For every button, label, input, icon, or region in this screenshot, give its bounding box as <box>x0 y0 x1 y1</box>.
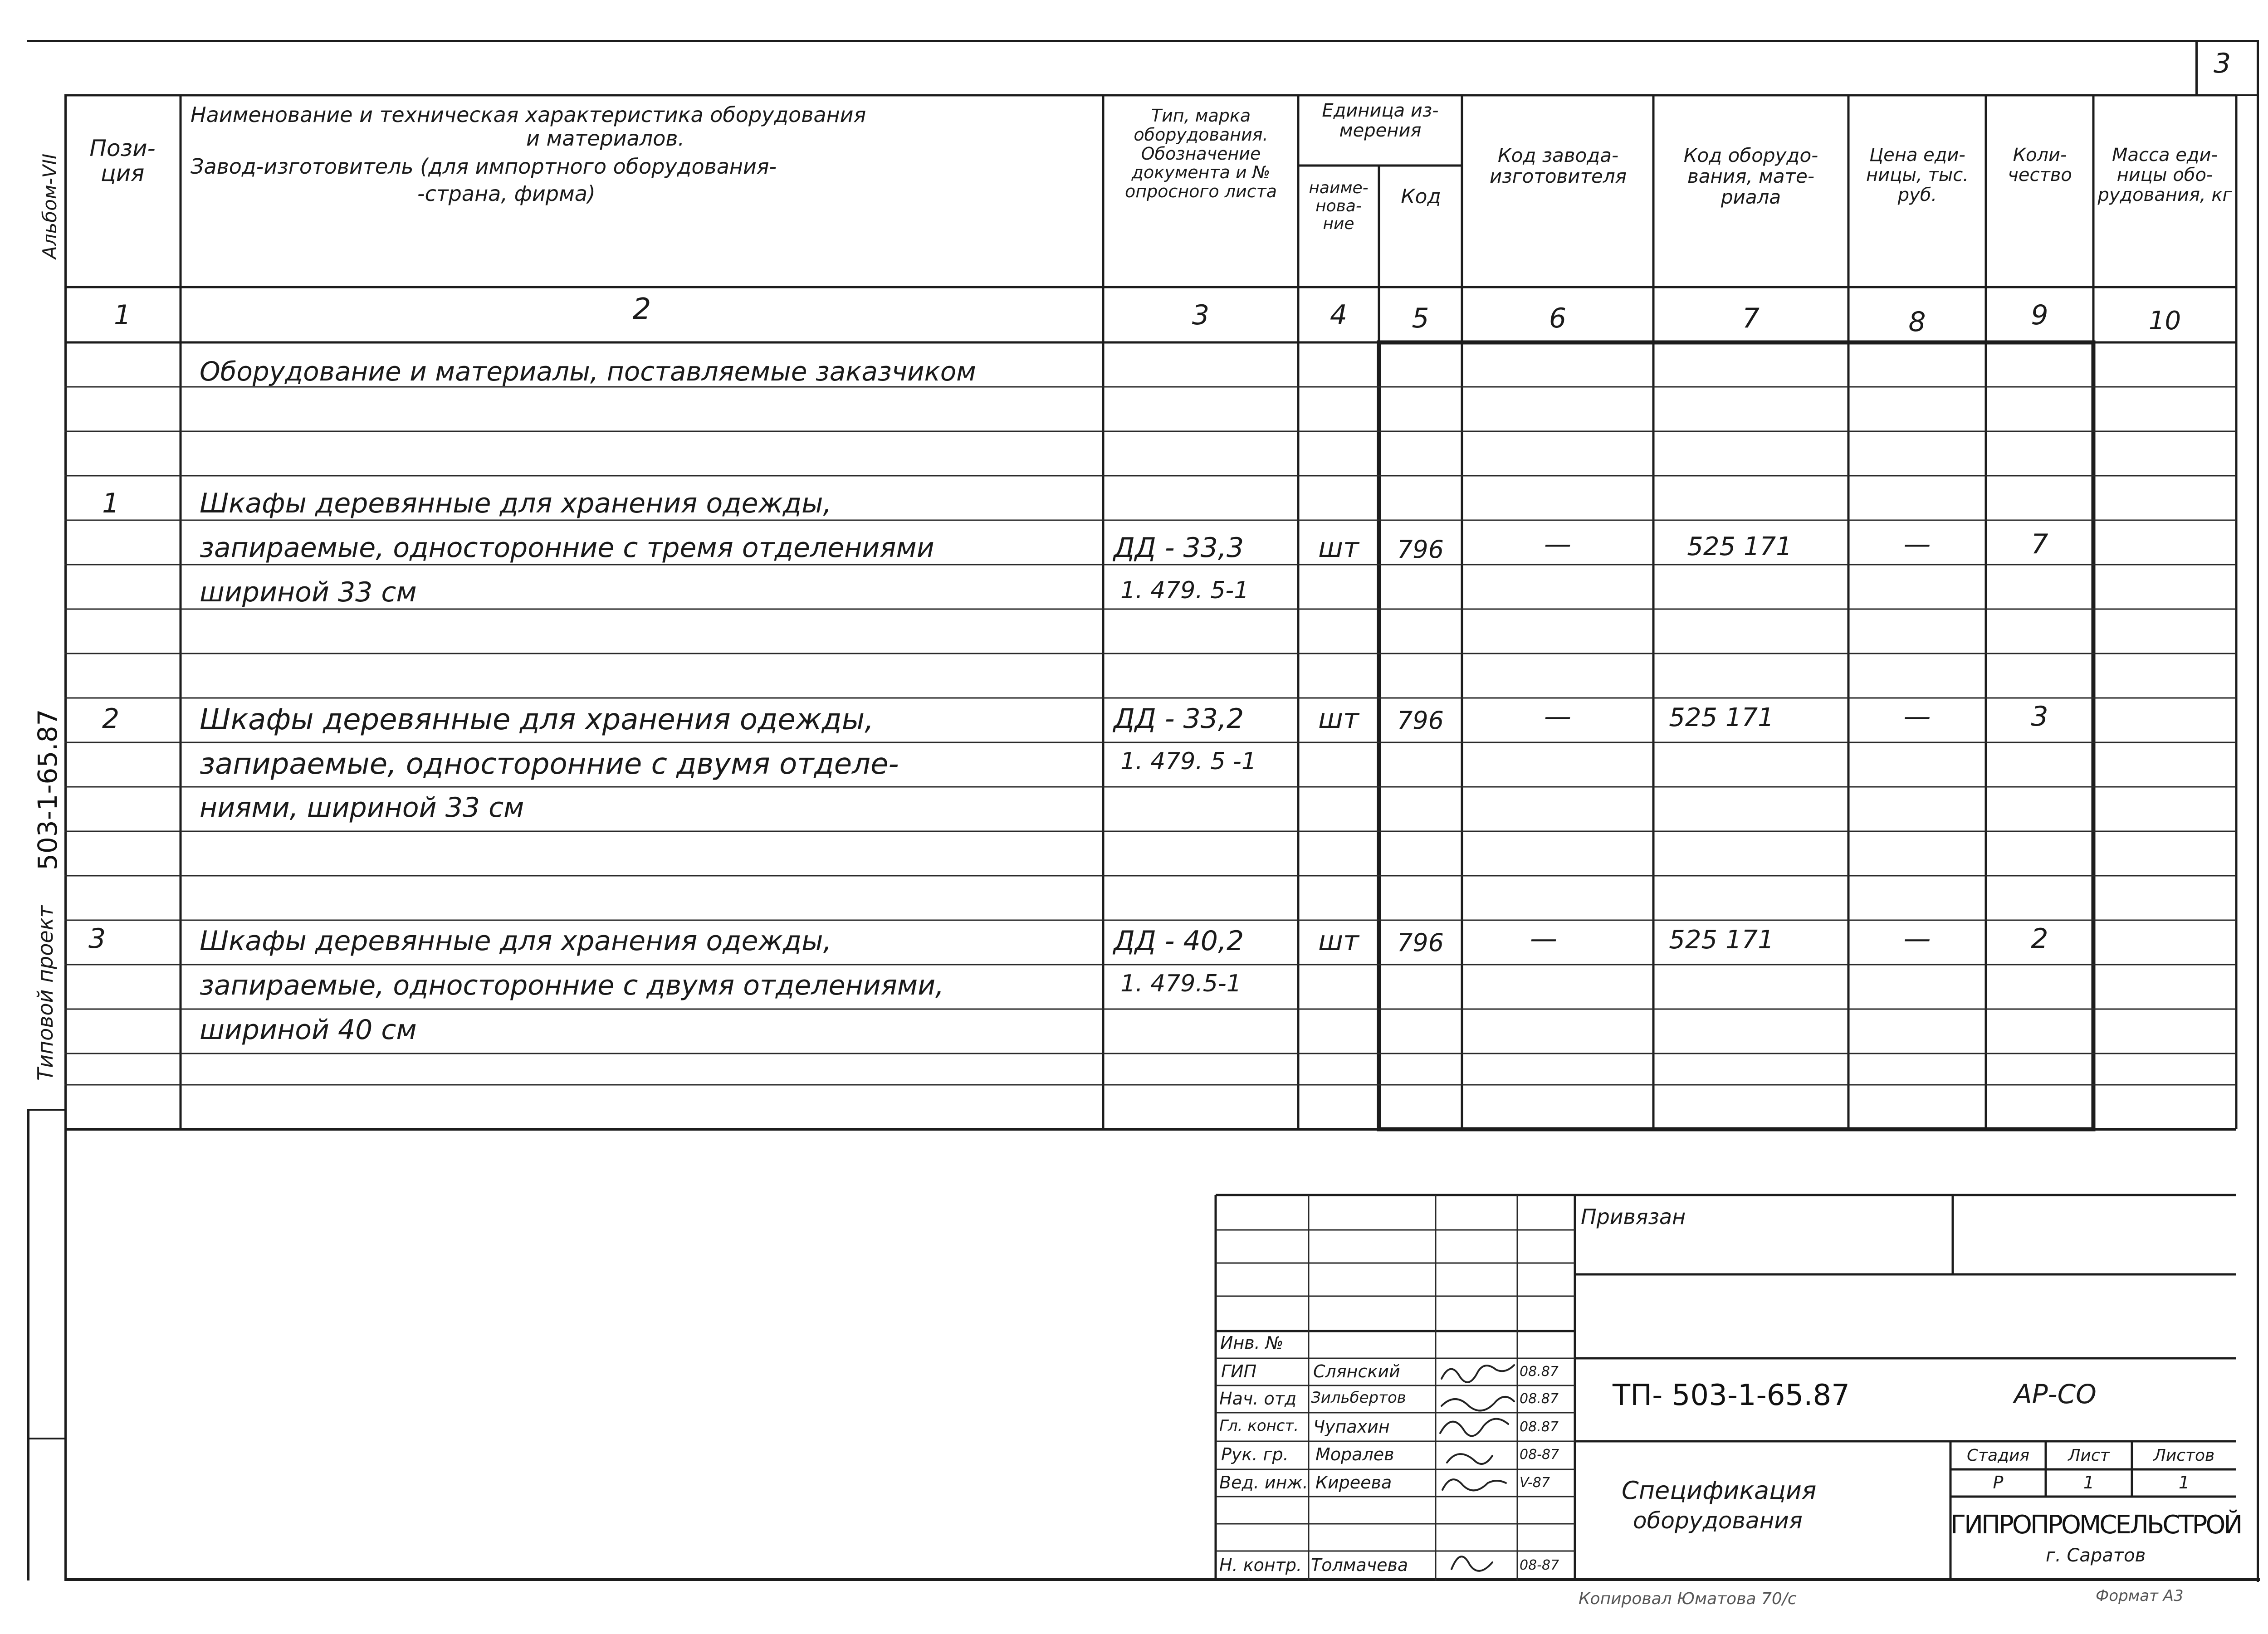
col-number: 1 <box>113 299 132 331</box>
person-role: ГИП <box>1221 1361 1257 1381</box>
item-price: — <box>1903 923 1931 955</box>
item-unit: шт <box>1318 703 1359 735</box>
item-equip-code: 525 171 <box>1669 925 1774 955</box>
person-role: Рук. гр. <box>1221 1444 1289 1464</box>
sheet-label: Лист <box>2068 1446 2110 1465</box>
copyist-note: Копировал Юматова 70/с <box>1579 1590 1797 1608</box>
person-role: Нач. отд <box>1219 1389 1297 1409</box>
col-number: 7 <box>1742 302 1760 334</box>
sheet-value: 1 <box>2083 1473 2095 1493</box>
item-type: ДД - 33,3 <box>1114 532 1244 564</box>
inv-number-label: Инв. № <box>1220 1333 1284 1353</box>
item-doc: 1. 479. 5 -1 <box>1120 748 1256 775</box>
sheets-value: 1 <box>2178 1473 2190 1493</box>
sheet-code: АР-СО <box>2014 1379 2097 1410</box>
person-name: Толмачева <box>1311 1555 1408 1575</box>
item-unit: шт <box>1318 925 1359 957</box>
header-unit-code: Код <box>1401 185 1441 208</box>
item-line: шириной 33 см <box>200 576 417 608</box>
person-date: 08-87 <box>1520 1557 1559 1573</box>
item-position: 1 <box>102 488 120 519</box>
sheet-number: 3 <box>2214 48 2231 79</box>
attached-label: Привязан <box>1581 1205 1686 1229</box>
item-qty: 2 <box>2031 923 2048 955</box>
item-line: шириной 40 см <box>200 1014 417 1046</box>
person-date: 08.87 <box>1520 1419 1559 1435</box>
col-number: 10 <box>2148 306 2181 336</box>
organization-name: ГИПРОПРОМСЕЛЬСТРОЙ <box>1950 1510 2241 1540</box>
item-line: Шкафы деревянные для хранения одежды, <box>200 488 832 519</box>
item-factory-code: — <box>1544 701 1571 732</box>
header-type: Тип, марка оборудования. Обозначение документа и № опросного листа <box>1124 106 1277 202</box>
item-price: — <box>1903 528 1931 560</box>
item-code: 796 <box>1397 535 1444 564</box>
person-date: V-87 <box>1520 1475 1550 1491</box>
item-qty: 7 <box>2031 528 2048 560</box>
header-factory-code: Код заводa-изготовителя <box>1489 144 1627 188</box>
person-name: Зильбертов <box>1311 1389 1406 1407</box>
col-number: 6 <box>1549 302 1567 334</box>
project-type-label: Типовой проект <box>33 905 58 1081</box>
item-line: ниями, шириной 33 см <box>200 792 524 824</box>
header-mass: Масса еди-ницы обо-рудования, кг <box>2097 145 2232 205</box>
col-number: 3 <box>1192 299 1210 331</box>
item-factory-code: — <box>1544 528 1571 560</box>
person-name: Моралев <box>1315 1444 1394 1464</box>
item-position: 3 <box>88 923 106 955</box>
item-equip-code: 525 171 <box>1669 703 1774 732</box>
item-code: 796 <box>1397 928 1444 957</box>
item-equip-code: 525 171 <box>1687 532 1792 561</box>
album-label: Альбом-VII <box>39 153 61 259</box>
person-name: Слянский <box>1313 1361 1400 1381</box>
header-name: Наименование и техническая характеристика оборудования и материалов. Завод-изготовитель (для импортного оборудования- -страна, фирма) <box>191 102 866 206</box>
header-qty: Коли-чество <box>2008 145 2072 185</box>
stage-value: Р <box>1993 1473 2004 1493</box>
item-qty: 3 <box>2031 701 2048 732</box>
stage-label: Стадия <box>1966 1446 2030 1465</box>
organization-city: г. Саратов <box>2046 1545 2146 1566</box>
item-unit: шт <box>1318 532 1359 564</box>
header-position: Пози- ция <box>89 135 156 186</box>
document-title: Спецификация оборудования <box>1622 1476 1817 1534</box>
person-role: Гл. конст. <box>1219 1417 1299 1435</box>
document-code: ТП- 503-1-65.87 <box>1613 1379 1850 1412</box>
item-line: Шкафы деревянные для хранения одежды, <box>200 925 832 957</box>
col-number: 8 <box>1908 306 1926 338</box>
item-line: запираемые, односторонние с двумя отделе- <box>200 747 899 781</box>
item-price: — <box>1903 701 1931 732</box>
header-unit: Единица из-мерения <box>1322 100 1439 141</box>
item-line: запираемые, односторонние с двумя отделениями, <box>200 970 944 1001</box>
sheets-label: Листов <box>2153 1446 2215 1465</box>
person-name: Чупахин <box>1313 1417 1390 1437</box>
col-number: 2 <box>632 293 651 326</box>
person-role: Н. контр. <box>1219 1555 1302 1575</box>
header-price: Цена еди-ницы, тыс. руб. <box>1866 145 1969 205</box>
col-number: 5 <box>1412 302 1429 334</box>
person-role: Вед. инж. <box>1219 1473 1308 1493</box>
item-position: 2 <box>102 703 120 735</box>
person-name: Киреева <box>1315 1473 1392 1493</box>
col-number: 9 <box>2031 299 2048 331</box>
person-date: 08.87 <box>1520 1391 1559 1407</box>
header-unit-name: наиме-нова-ние <box>1309 179 1369 234</box>
item-doc: 1. 479.5-1 <box>1120 970 1242 997</box>
item-doc: 1. 479. 5-1 <box>1120 577 1249 604</box>
project-code-label: 503-1-65.87 <box>32 709 63 870</box>
item-type: ДД - 33,2 <box>1114 703 1244 735</box>
header-equip-code: Код оборудо-вания, мате-риала <box>1683 144 1818 209</box>
item-line: запираемые, односторонние с тремя отделениями <box>200 532 934 564</box>
item-type: ДД - 40,2 <box>1114 925 1244 957</box>
item-line: Шкафы деревянные для хранения одежды, <box>200 703 874 737</box>
col-number: 4 <box>1330 299 1348 331</box>
person-date: 08.87 <box>1520 1364 1559 1380</box>
item-code: 796 <box>1397 706 1444 735</box>
format-note: Формат А3 <box>2096 1587 2184 1605</box>
item-factory-code: — <box>1530 923 1557 955</box>
person-date: 08-87 <box>1520 1447 1559 1463</box>
section-title: Оборудование и материалы, поставляемые заказчиком <box>200 356 976 387</box>
